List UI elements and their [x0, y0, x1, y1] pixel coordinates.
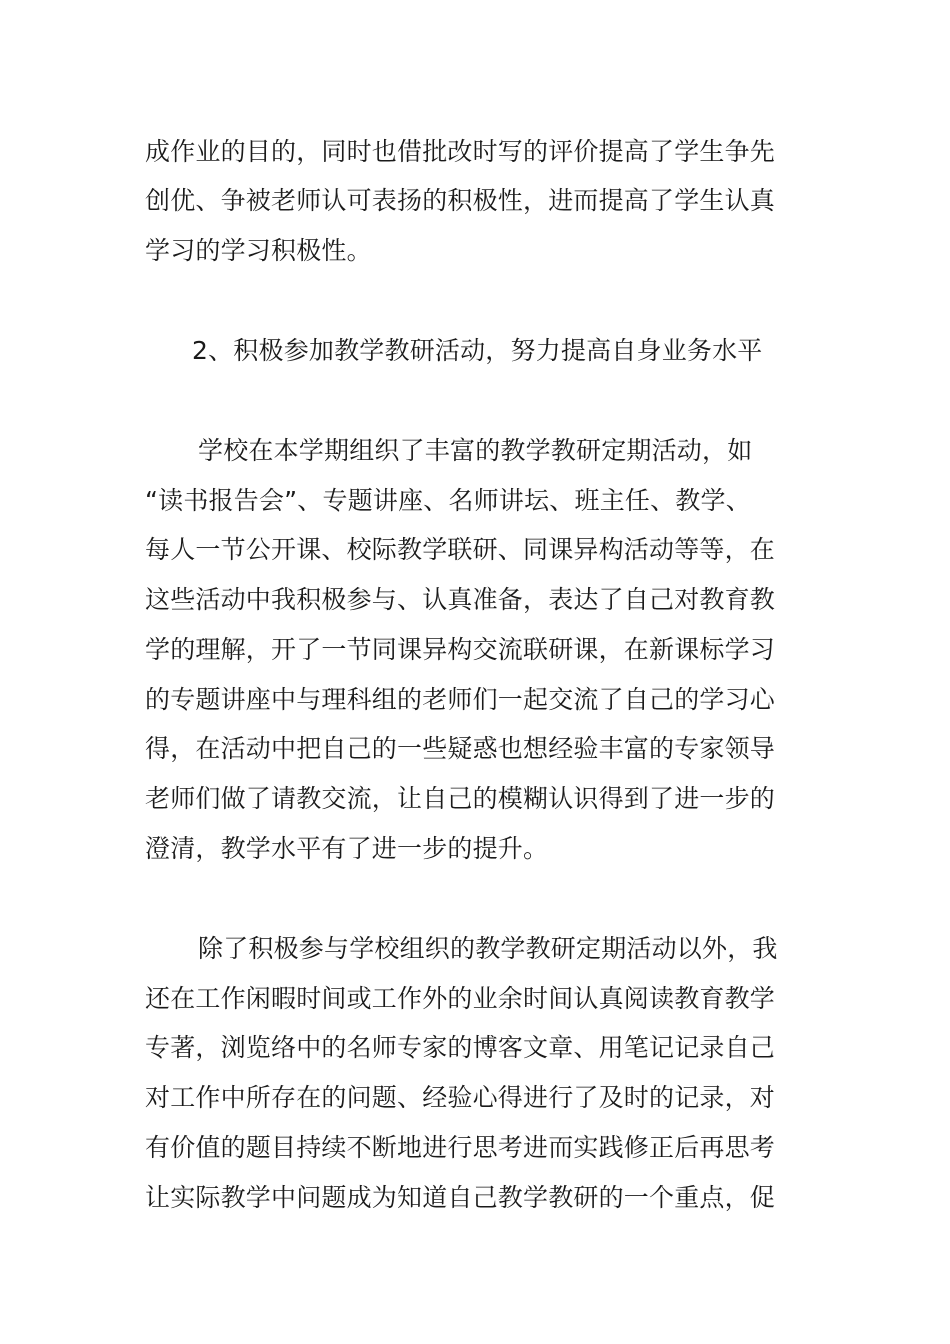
paragraph-3-line-2: 还在工作闲暇时间或工作外的业余时间认真阅读教育教学: [145, 984, 776, 1013]
paragraph-1-line-2: 创优、争被老师认可表扬的积极性，进而提高了学生认真: [145, 186, 776, 215]
paragraph-3-line-4: 对工作中所存在的问题、经验心得进行了及时的记录，对: [145, 1083, 776, 1112]
paragraph-3-line-3: 专著，浏览络中的名师专家的博客文章、用笔记记录自己: [145, 1033, 776, 1062]
paragraph-2-line-2: “读书报告会”、专题讲座、名师讲坛、班主任、教学、: [145, 486, 751, 515]
paragraph-1-line-3: 学习的学习积极性。: [145, 236, 372, 265]
paragraph-3-line-1: 除了积极参与学校组织的教学教研定期活动以外，我: [198, 934, 778, 963]
paragraph-2-line-6: 的专题讲座中与理科组的老师们一起交流了自己的学习心: [145, 685, 776, 714]
paragraph-2-line-9: 澄清，教学水平有了进一步的提升。: [145, 834, 549, 863]
paragraph-2-line-3: 每人一节公开课、校际教学联研、同课异构活动等等，在: [145, 535, 776, 564]
paragraph-2-line-8: 老师们做了请教交流，让自己的模糊认识得到了进一步的: [145, 784, 776, 813]
paragraph-3-line-5: 有价值的题目持续不断地进行思考进而实践修正后再思考: [145, 1133, 776, 1162]
paragraph-3-line-6: 让实际教学中问题成为知道自己教学教研的一个重点，促: [145, 1183, 776, 1212]
section-heading-2: 2、积极参加教学教研活动，努力提高自身业务水平: [192, 336, 763, 365]
paragraph-2-line-1: 学校在本学期组织了丰富的教学教研定期活动，如: [198, 436, 753, 465]
paragraph-2-line-4: 这些活动中我积极参与、认真准备，表达了自己对教育教: [145, 585, 776, 614]
paragraph-2-line-5: 学的理解，开了一节同课异构交流联研课，在新课标学习: [145, 635, 776, 664]
paragraph-1-line-1: 成作业的目的，同时也借批改时写的评价提高了学生争先: [145, 137, 776, 166]
paragraph-2-line-7: 得，在活动中把自己的一些疑惑也想经验丰富的专家领导: [145, 734, 776, 763]
